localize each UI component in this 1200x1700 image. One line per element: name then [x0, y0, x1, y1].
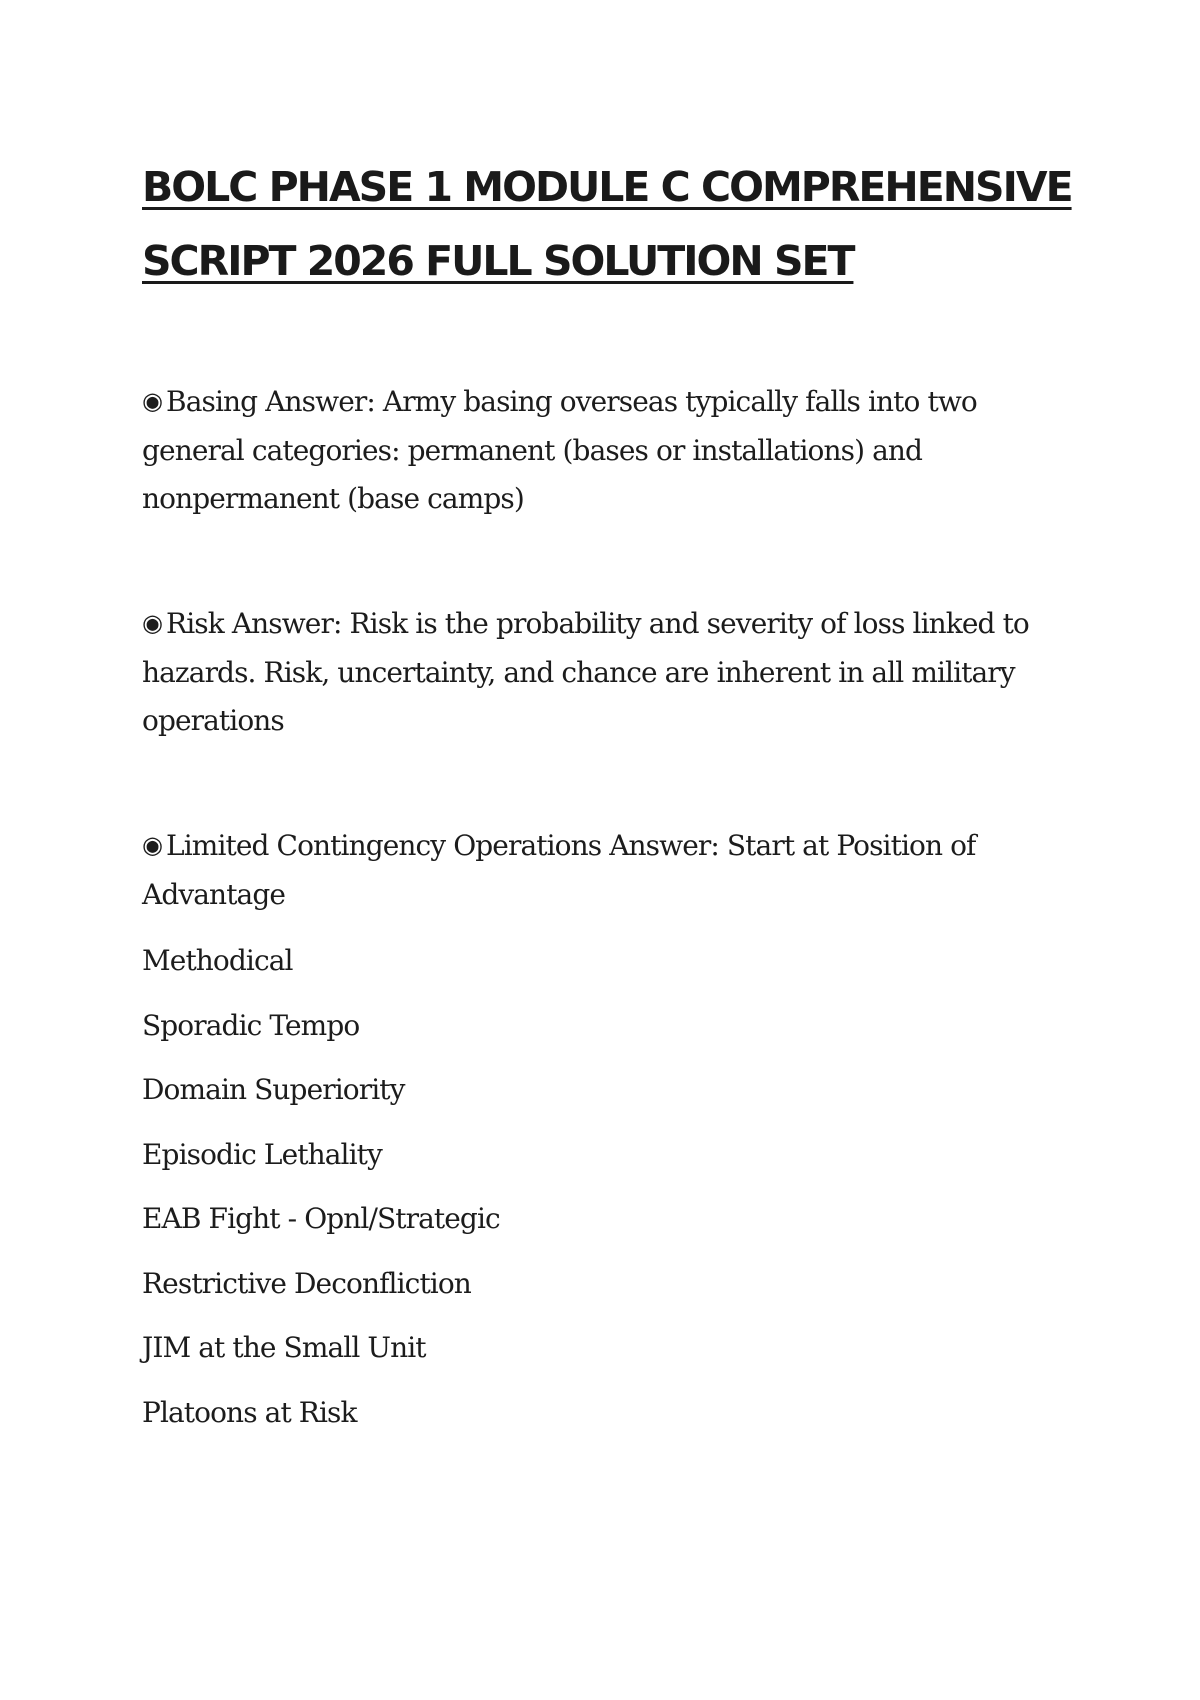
- list-item: EAB Fight - Opnl/Strategic: [142, 1202, 500, 1235]
- lco-characteristics-list: [142, 929, 500, 1445]
- list-item: Domain Superiority: [142, 1073, 405, 1106]
- list-item: Episodic Lethality: [142, 1137, 382, 1171]
- document-title: BOLC PHASE 1 MODULE C COMPREHENSIVE SCRIPT 2026 FULL SOLUTION SET: [142, 163, 1072, 285]
- list-item: Sporadic Tempo: [142, 1008, 360, 1042]
- list-item: Platoons at Risk: [142, 1395, 357, 1429]
- bullet-icon: ◉: [142, 831, 163, 859]
- list-item: Methodical: [142, 944, 293, 977]
- bullet-icon: ◉: [142, 609, 163, 637]
- entry-limited-contingency-operations: [142, 822, 1062, 919]
- list-item: Restrictive Deconfliction: [142, 1266, 471, 1300]
- entry-risk: [142, 600, 1062, 745]
- list-item: JIM at the Small Unit: [142, 1331, 426, 1364]
- entry-basing: [142, 378, 1062, 523]
- entry-text: Risk Answer: Risk is the probability and severity of loss linked to hazards. Risk, uncertainty, and chance are inherent in all military operations: [142, 607, 1029, 737]
- entry-text: Limited Contingency Operations Answer: Start at Position of Advantage: [142, 829, 976, 911]
- bullet-icon: ◉: [142, 387, 163, 415]
- entry-text: Basing Answer: Army basing overseas typically falls into two general categories: permanent (bases or installations) and nonpermanent (base camps): [142, 385, 977, 515]
